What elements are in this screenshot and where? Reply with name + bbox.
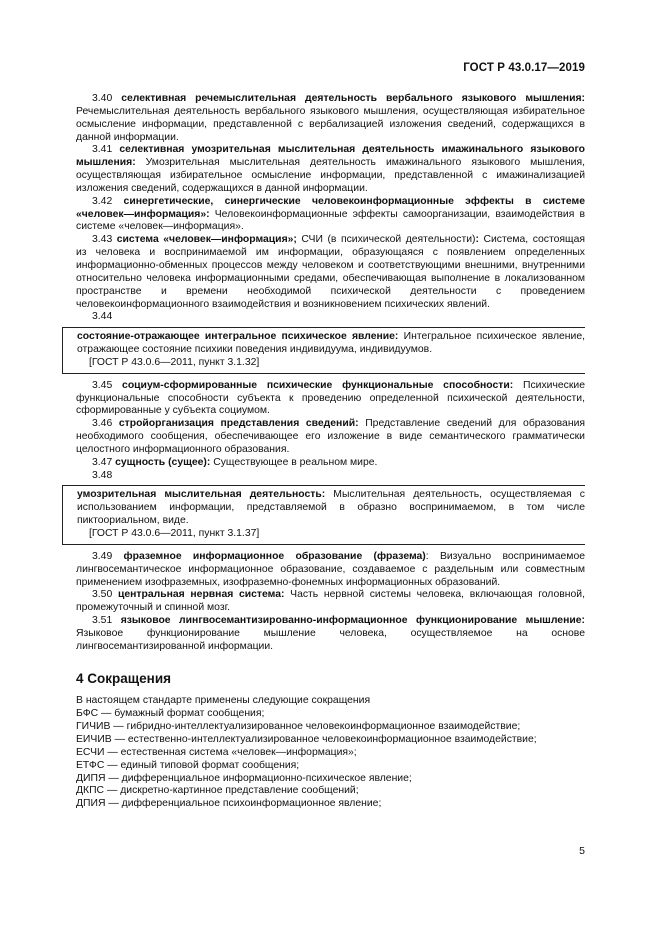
entry-term: селективная умозрительная мыслительная деятельность имажинального языкового мышления: [76, 144, 585, 169]
entry-3-48-number: 3.48 [92, 469, 113, 481]
entry-definition: Существующее в реальном мире. [210, 456, 378, 468]
entry-3-40: 3.40 селективная речемыслительная деятельность вербального языкового мышления: Речемыслительная деятельность вербального языкового мышления, осуществляющая избирательное осмысление информации, представленной с вербализацией изложения сведений, содержащихся в данной информации. [76, 93, 585, 143]
entry-definition: Мыслительная деятельность, осуществляемая с использованием информации, представляемой в образно воспринимаемом, в том числе пиктоориальном, виде. [77, 489, 585, 527]
entry-definition: Визуально воспринимаемое лингвосемантическое информационное образование, создаваемое с раздельным или совместным применением изофраземных, изофраземно-фонемных информационных образований. [76, 550, 585, 588]
abbreviation-item: БФС — бумажный формат сообщения; [76, 708, 265, 720]
entry-3-46: 3.46 стройорганизация представления сведений: Представление сведений для образования необходимого сообщения, обеспечивающее его изложение в виде семантического грамматически целостного информационного образования. [76, 418, 585, 455]
entry-3-48 [77, 489, 585, 528]
entry-3-45: 3.45 социум-сформированные психические функциональные способности: Психические функциональные способности субъекта к проведению определенной психической деятельности, сформированные у субъекта социумом. [76, 379, 585, 417]
entry-term: синергетические, синергические человекоинформационные эффекты в системе «человек—информация»: [76, 195, 586, 220]
document-id-header: ГОСТ Р 43.0.17—2019 [463, 62, 585, 74]
entry-definition: Часть нервной системы человека, включающая головной, промежуточный и спинной мозг. [76, 589, 585, 614]
entry-term: умозрительная мыслительная деятельность: [77, 489, 326, 501]
entry-definition: Система, состоящая из человека и воспринимаемой им информации, образующаяся с появлением определенных информационно-обменных процессов между человеком и соответствующими внешними, внутренними относительно человека информационными средами, обеспечивающая выполнение в локализованном пространстве и времени необходимой психической деятельности с проведением человекоинформационного взаимодействия и возникновением психических явлений. [76, 234, 585, 310]
entry-3-42: 3.42 синергетические, синергические человекоинформационные эффекты в системе «человек—информация»: Человекоинформационные эффекты самоорганизации, взаимодействия в системе «человек—информация». [76, 195, 586, 233]
section-title: 4 Сокращения [76, 670, 171, 686]
entry-term: селективная речемыслительная деятельность вербального языкового мышления: [121, 93, 585, 104]
source-reference: [ГОСТ Р 43.0.6—2011, пункт 3.1.32] [89, 356, 260, 368]
abbreviation-item: ДПИЯ — дифференциальное психоинформационное явление; [76, 798, 382, 810]
abbreviation-item: ЕИЧИВ — естественно-интеллектуализированное человекоинформационное взаимодействие; [76, 733, 537, 745]
entry-definition: Представление сведений для образования необходимого сообщения, обеспечивающее его изложение в виде семантического грамматически целостного информационного образования. [76, 418, 585, 455]
entry-term: состояние-отражающее интегральное психическое явление: [77, 331, 399, 343]
entry-3-51: 3.51 языковое лингвосемантизированно-информационное функционирование мышление: Языковое функционирование мышление человека, осуществляемое на основе лингвосемантизированной информации. [76, 615, 585, 652]
abbreviation-item: ДКПС — дискретно-картинное представление сообщений; [76, 785, 359, 797]
abbreviation-item: ГИЧИВ — гибридно-интеллектуализированное человекоинформационное взаимодействие; [76, 721, 521, 733]
quoted-definition-box [62, 327, 585, 374]
page-content [76, 93, 585, 811]
abbreviation-item: ДИПЯ — дифференциальное информационно-психическое явление; [76, 772, 412, 784]
entry-term: языковое лингвосемантизированно-информационное функционирование мышление: [120, 615, 585, 627]
entry-term: стройорганизация представления сведений: [118, 418, 359, 430]
entry-definition: Речемыслительная деятельность вербального языкового мышления, осуществляющая избирательное осмысление информации, представленной с вербализацией изложения сведений, содержащихся в данной информации. [76, 105, 585, 143]
entry-3-47: 3.47 сущность (сущее): Существующее в реальном мире. [92, 456, 378, 468]
abbreviation-item: ЕСЧИ — естественная система «человек—информация»; [76, 746, 357, 758]
abbreviations-intro: В настоящем стандарте применены следующие сокращения [76, 695, 371, 707]
entry-term: система «человек—информация»; [116, 234, 297, 246]
source-reference: [ГОСТ Р 43.0.6—2011, пункт 3.1.37] [89, 528, 260, 539]
entry-definition: Умозрительная мыслительная деятельность имажинального языкового мышления, осуществляющая избирательное осмысление информации, представленной с имажинализацией изложения сведений, содержащихся в данной информации. [76, 157, 585, 194]
quoted-definition-box [62, 485, 585, 544]
entry-3-41: 3.41 селективная умозрительная мыслительная деятельность имажинального языкового мышления: Умозрительная мыслительная деятельность имажинального языкового мышления, осуществляющая избирательное осмысление информации, представленной с имажинализацией изложения сведений, содержащихся в данной информации. [76, 144, 585, 194]
entry-term: сущность (сущее): [115, 456, 211, 468]
entry-definition: Языковое функционирование мышление человека, осуществляемое на основе лингвосемантизированной информации. [76, 627, 585, 652]
page-number: 5 [579, 845, 585, 857]
entry-definition: Человекоинформационные эффекты самоорганизации, взаимодействия в системе «человек—информация». [76, 208, 585, 233]
entry-3-50: 3.50 центральная нервная система: Часть нервной системы человека, включающая головной, промежуточный и спинной мозг. [76, 589, 585, 614]
entry-term: фраземное информационное образование (фразема) [123, 550, 426, 562]
entry-3-44-number: 3.44 [92, 311, 113, 323]
entry-term: центральная нервная система: [117, 589, 285, 601]
entry-definition: Интегральное психическое явление, отражающее состояние психики поведения индивидуума, индивидуумов. [77, 331, 585, 356]
entry-3-44 [77, 331, 585, 357]
entry-3-49: 3.49 фраземное информационное образование (фразема): Визуально воспринимаемое лингвосемантическое информационное образование, создаваемое с раздельным или совместным применением изофраземных, изофраземно-фонемных информационных образований. [76, 550, 585, 588]
entry-3-43: 3.43 система «человек—информация»; СЧИ (в психической деятельности): Система, состоящая из человека и воспринимаемой им информации, образующаяся с появлением определенных информационно-обменных процессов между человеком и соответствующими внешними, внутренними относительно человека информационными средами, обеспечивающая выполнение в локализованном пространстве и времени необходимой психической деятельности с проведением человекоинформационного взаимодействия и возникновением психических явлений. [76, 234, 585, 310]
abbreviation-item: ЕТФС — единый типовой формат сообщения; [76, 759, 300, 771]
entry-term: социум-сформированные психические функциональные способности: [122, 379, 514, 391]
entry-definition: Психические функциональные способности субъекта к проведению определенной психической деятельности, сформированные у субъекта социумом. [76, 379, 585, 417]
